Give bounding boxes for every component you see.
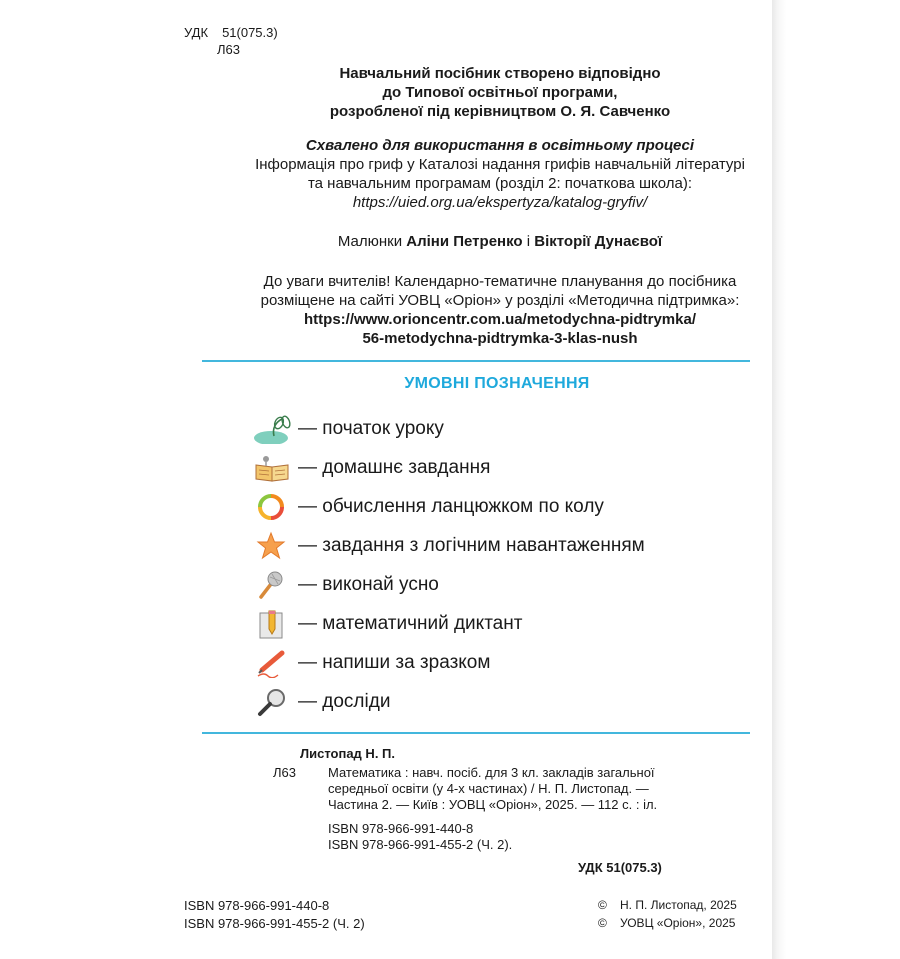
illustrations-conj: і <box>526 233 531 250</box>
legend-item <box>252 531 645 561</box>
legend-text: — завдання з логічним навантаженням <box>298 535 645 556</box>
illustrator-name: Аліни Петренко <box>406 233 523 250</box>
copyright-text: Н. П. Листопад, 2025 <box>620 898 737 912</box>
bib-author: Листопад Н. П. <box>300 746 395 761</box>
footer-copyright <box>598 915 735 932</box>
udk-header <box>184 24 278 58</box>
legend-title: УМОВНІ ПОЗНАЧЕННЯ <box>404 375 590 392</box>
open-book-icon <box>252 453 294 483</box>
microphone-icon <box>252 570 294 600</box>
intro-block <box>160 64 840 121</box>
approval-block <box>160 136 840 212</box>
copyright-symbol: © <box>598 898 607 912</box>
teachers-note <box>160 272 840 348</box>
bib-description <box>328 765 688 813</box>
divider-bottom <box>202 732 750 734</box>
legend-text: — математичний диктант <box>298 613 523 634</box>
udk-index: Л63 <box>217 42 240 57</box>
sprout-icon <box>252 414 294 444</box>
copyright-text: УОВЦ «Оріон», 2025 <box>620 916 736 930</box>
footer-isbn: ISBN 978-966-991-440-8 <box>184 898 330 913</box>
intro-line: Навчальний посібник створено відповідно <box>339 65 661 82</box>
approval-line: Інформація про гриф у Каталозі надання грифів навчальній літературі <box>255 156 745 173</box>
bib-code: Л63 <box>273 765 296 780</box>
legend-text: — домашнє завдання <box>298 457 491 478</box>
legend-item <box>252 648 490 678</box>
illustrations-prefix: Малюнки <box>337 233 403 250</box>
approval-line: та навчальним програмам (розділ 2: початкова школа): <box>307 175 693 192</box>
pen-writing-icon <box>252 648 294 678</box>
illustrations-credit <box>160 232 840 251</box>
intro-line: розробленої під керівництвом О. Я. Савченко <box>329 103 671 120</box>
copyright-symbol: © <box>598 916 607 930</box>
footer-isbn: ISBN 978-966-991-455-2 (Ч. 2) <box>184 916 365 931</box>
magnifier-icon <box>252 687 294 717</box>
approval-title: Схвалено для використання в освітньому процесі <box>305 137 695 154</box>
pencil-paper-icon <box>252 609 294 639</box>
legend-text: — досліди <box>298 691 391 712</box>
bib-line: Частина 2. — Київ : УОВЦ «Оріон», 2025. — 112 с. : іл. <box>328 797 658 812</box>
footer-copyright <box>598 897 737 914</box>
star-icon <box>252 531 294 561</box>
legend-item <box>252 687 390 717</box>
intro-line: до Типової освітньої програми, <box>382 84 618 101</box>
legend-text: — початок уроку <box>298 418 444 439</box>
approval-url[interactable]: https://uied.org.ua/ekspertyza/katalog-gryfiv/ <box>352 194 648 211</box>
bib-isbn: ISBN 978-966-991-455-2 (Ч. 2). <box>328 837 513 852</box>
legend-item <box>252 453 490 483</box>
legend-item <box>252 609 522 639</box>
teachers-note-url[interactable]: 56-metodychna-pidtrymka-3-klas-nush <box>362 330 638 347</box>
legend-text: — обчислення ланцюжком по колу <box>298 496 604 517</box>
teachers-note-line: розміщене на сайті УОВЦ «Оріон» у розділі «Методична підтримка»: <box>260 292 740 309</box>
circle-arrows-icon <box>252 492 294 522</box>
bib-udk: УДК 51(075.3) <box>578 860 662 875</box>
divider-top <box>202 360 750 362</box>
teachers-note-url[interactable]: https://www.orioncentr.com.ua/metodychna-pidtrymka/ <box>304 311 696 328</box>
legend-item <box>252 414 444 444</box>
udk-code: 51(075.3) <box>222 25 278 40</box>
bib-line: середньої освіти (у 4-х частинах) / Н. П. Листопад. — <box>328 781 649 796</box>
bib-isbn: ISBN 978-966-991-440-8 <box>328 821 474 836</box>
legend-item <box>252 570 439 600</box>
legend-item <box>252 492 604 522</box>
legend-text: — виконай усно <box>298 574 439 595</box>
illustrator-name: Вікторії Дунаєвої <box>534 233 663 250</box>
teachers-note-line: До уваги вчителів! Календарно-тематичне планування до посібника <box>263 273 737 290</box>
legend-text: — напиши за зразком <box>298 652 491 673</box>
udk-label: УДК <box>184 25 209 40</box>
bib-line: Математика : навч. посіб. для 3 кл. закладів загальної <box>328 765 655 780</box>
